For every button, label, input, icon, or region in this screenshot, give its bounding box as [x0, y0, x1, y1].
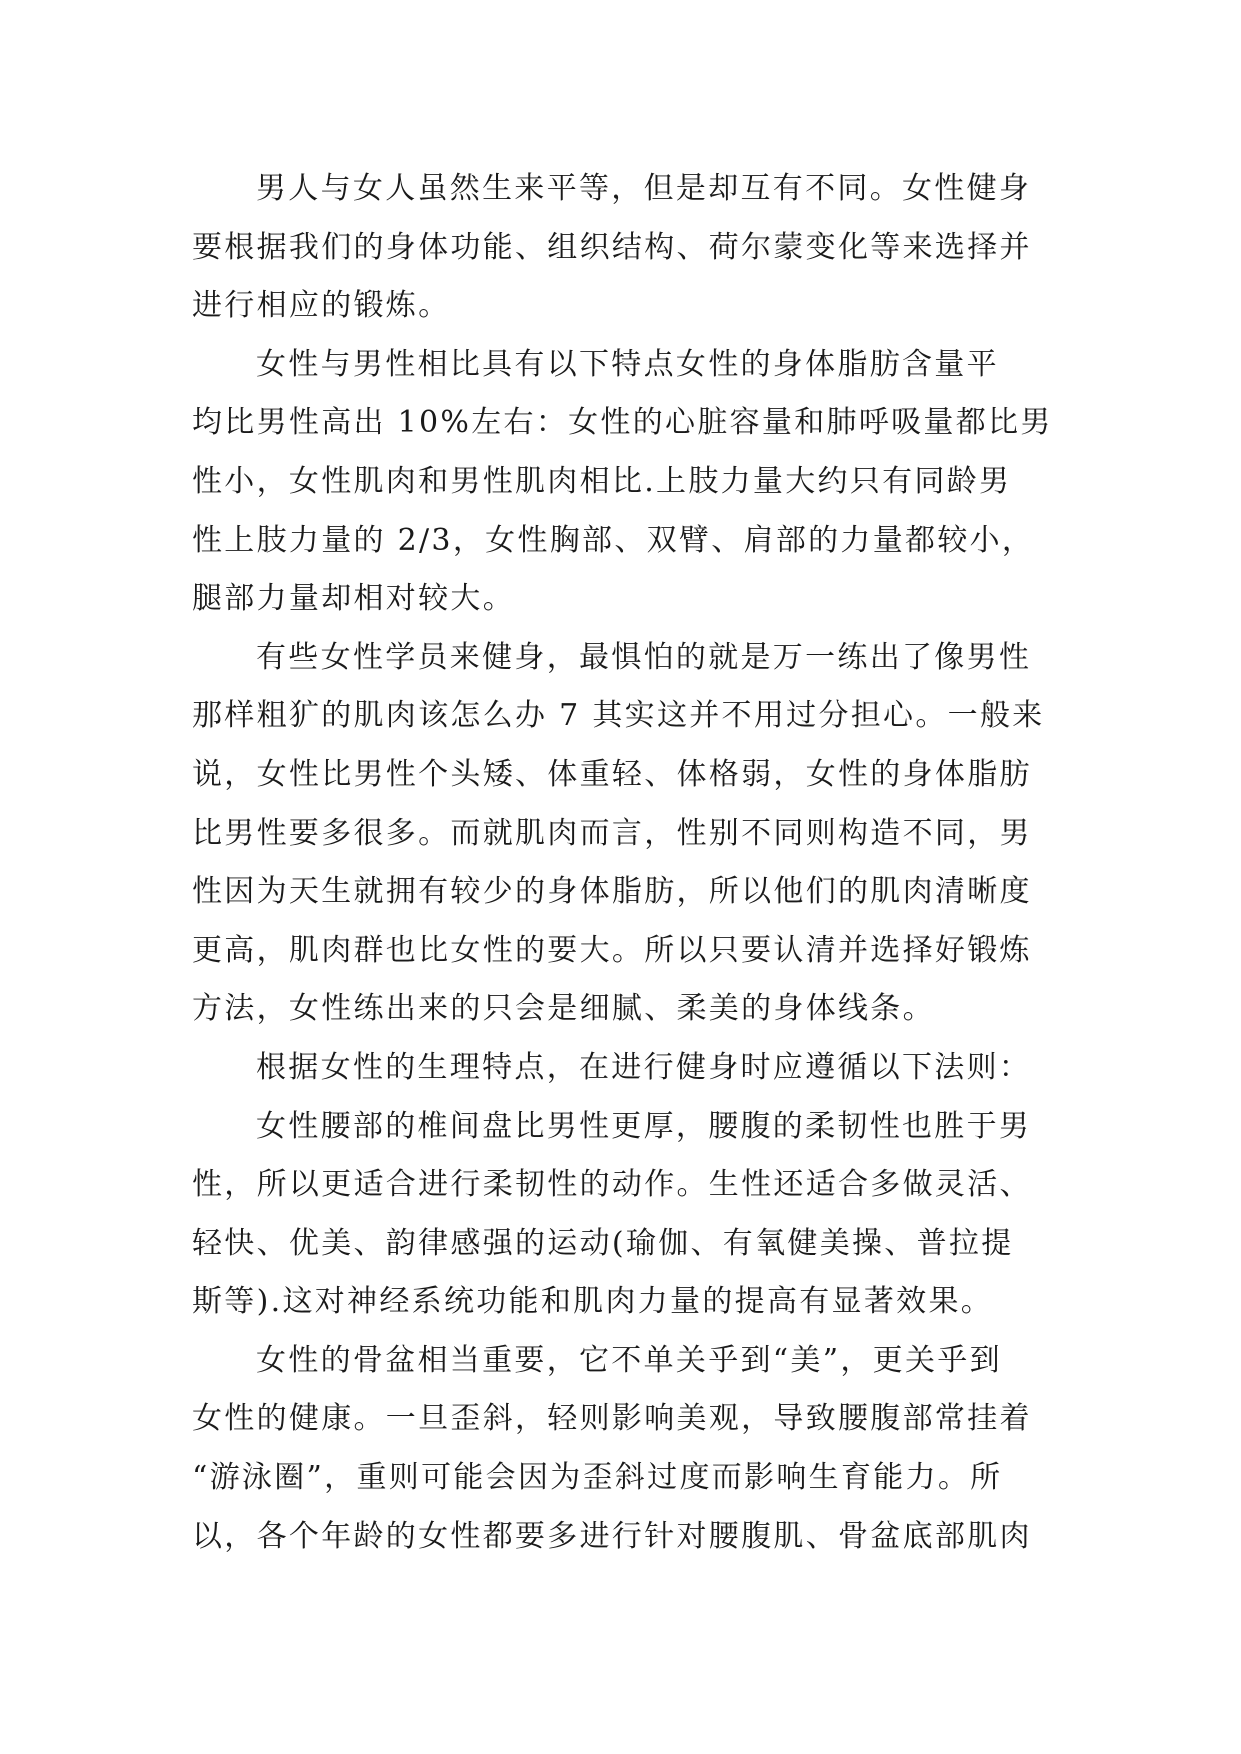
text-line: 斯等).这对神经系统功能和肌肉力量的提高有显著效果。 — [192, 1284, 994, 1320]
text-line: 进行相应的锻炼。 — [192, 288, 451, 324]
text-line: 以，各个年龄的女性都要多进行针对腰腹肌、骨盆底部肌肉 — [192, 1518, 1032, 1554]
text-line: 方法，女性练出来的只会是细腻、柔美的身体线条。 — [192, 991, 935, 1027]
text-line: 要根据我们的身体功能、组织结构、荷尔蒙变化等来选择并 — [192, 229, 1032, 265]
text-line: 轻快、优美、韵律感强的运动(瑜伽、有氧健美操、普拉提 — [192, 1225, 1014, 1261]
text-line: 腿部力量却相对较大。 — [192, 581, 515, 617]
text-line: 性小，女性肌肉和男性肌肉相比.上肢力量大约只有同龄男 — [192, 463, 1012, 499]
text-line: 男人与女人虽然生来平等，但是却互有不同。女性健身 — [256, 171, 1032, 206]
text-line: 说，女性比男性个头矮、体重轻、体格弱，女性的身体脂肪 — [192, 756, 1032, 792]
text-line: 更高，肌肉群也比女性的要大。所以只要认清并选择好锻炼 — [192, 932, 1032, 968]
text-line: 女性的健康。一旦歪斜，轻则影响美观，导致腰腹部常挂着 — [192, 1401, 1032, 1437]
text-line: 有些女性学员来健身，最惧怕的就是万一练出了像男性 — [256, 639, 1032, 675]
text-line: 那样粗犷的肌肉该怎么办 7 其实这并不用过分担心。一般来 — [192, 698, 1045, 734]
text-line: “游泳圈”，重则可能会因为歪斜过度而影响生育能力。所 — [192, 1460, 1003, 1496]
text-line: 均比男性高出 10%左右：女性的心脏容量和肺呼吸量都比男 — [192, 405, 1053, 441]
text-line: 根据女性的生理特点，在进行健身时应遵循以下法则： — [256, 1049, 1032, 1085]
text-line: 性因为天生就拥有较少的身体脂肪，所以他们的肌肉清晰度 — [192, 874, 1032, 910]
text-line: 比男性要多很多。而就肌肉而言，性别不同则构造不同，男 — [192, 815, 1032, 851]
text-line: 性，所以更适合进行柔韧性的动作。生性还适合多做灵活、 — [192, 1167, 1032, 1203]
text-line: 女性的骨盆相当重要，它不单关乎到“美”，更关乎到 — [256, 1342, 1002, 1378]
text-line: 女性腰部的椎间盘比男性更厚，腰腹的柔韧性也胜于男 — [256, 1108, 1032, 1144]
body-text — [192, 160, 1052, 1566]
text-line: 性上肢力量的 2/3，女性胸部、双臂、肩部的力量都较小， — [192, 522, 1035, 558]
text-line: 女性与男性相比具有以下特点女性的身体脂肪含量平 — [256, 346, 999, 382]
